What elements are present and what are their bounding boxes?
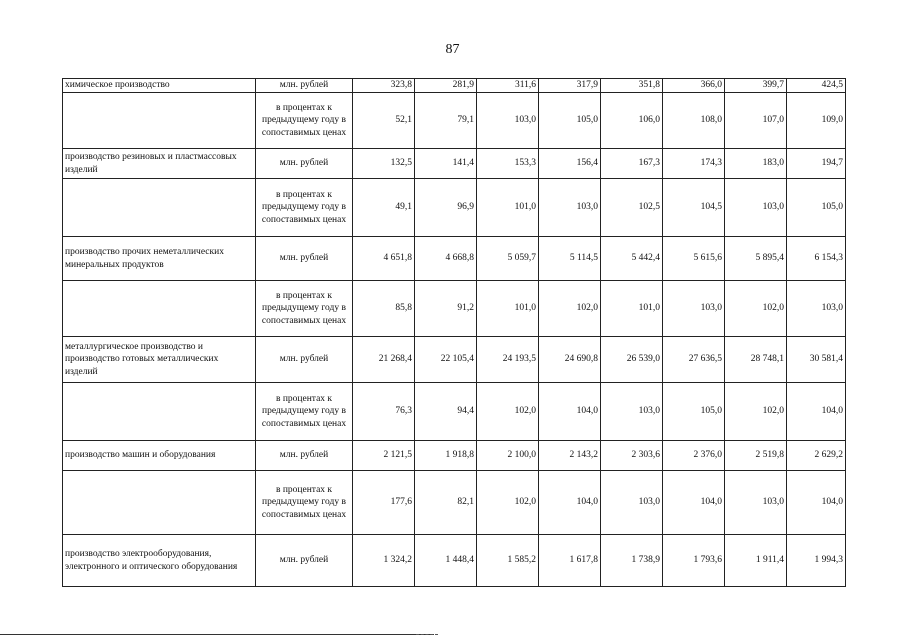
value-cell: 105,0 [663, 383, 725, 441]
value-cell: 1 994,3 [787, 535, 846, 587]
value-cell: 5 059,7 [477, 237, 539, 281]
footer-dash [416, 634, 438, 635]
value-cell: 153,3 [477, 149, 539, 179]
value-cell: 104,0 [663, 471, 725, 535]
row-indicator-name: химическое производство [63, 79, 256, 93]
value-cell: 156,4 [539, 149, 601, 179]
value-cell: 102,0 [725, 281, 787, 337]
value-cell: 101,0 [477, 281, 539, 337]
value-cell: 2 376,0 [663, 441, 725, 471]
value-cell: 52,1 [353, 93, 415, 149]
table-row [63, 79, 846, 93]
row-unit: в процентах к предыдущему году в сопоставимых ценах [256, 93, 353, 149]
value-cell: 1 585,2 [477, 535, 539, 587]
value-cell: 27 636,5 [663, 337, 725, 383]
value-cell: 104,0 [539, 471, 601, 535]
row-unit: млн. рублей [256, 237, 353, 281]
value-cell: 102,0 [477, 471, 539, 535]
row-unit: млн. рублей [256, 441, 353, 471]
value-cell: 91,2 [415, 281, 477, 337]
row-indicator-name: металлургическое производство и производство готовых металлических изделий [63, 337, 256, 383]
table-row [63, 471, 846, 535]
value-cell: 107,0 [725, 93, 787, 149]
value-cell: 2 100,0 [477, 441, 539, 471]
value-cell: 1 911,4 [725, 535, 787, 587]
value-cell: 102,5 [601, 179, 663, 237]
value-cell: 108,0 [663, 93, 725, 149]
value-cell: 1 793,6 [663, 535, 725, 587]
value-cell: 94,4 [415, 383, 477, 441]
value-cell: 104,0 [539, 383, 601, 441]
value-cell: 366,0 [663, 79, 725, 93]
value-cell: 103,0 [725, 179, 787, 237]
value-cell: 101,0 [477, 179, 539, 237]
value-cell: 24 193,5 [477, 337, 539, 383]
value-cell: 103,0 [663, 281, 725, 337]
value-cell: 22 105,4 [415, 337, 477, 383]
row-unit: в процентах к предыдущему году в сопоставимых ценах [256, 179, 353, 237]
value-cell: 49,1 [353, 179, 415, 237]
value-cell: 1 738,9 [601, 535, 663, 587]
value-cell: 1 918,8 [415, 441, 477, 471]
value-cell: 105,0 [539, 93, 601, 149]
value-cell: 399,7 [725, 79, 787, 93]
value-cell: 1 617,8 [539, 535, 601, 587]
value-cell: 281,9 [415, 79, 477, 93]
value-cell: 76,3 [353, 383, 415, 441]
value-cell: 317,9 [539, 79, 601, 93]
value-cell: 2 143,2 [539, 441, 601, 471]
table-row [63, 535, 846, 587]
table-row [63, 383, 846, 441]
row-indicator-name: производство прочих неметаллических минеральных продуктов [63, 237, 256, 281]
value-cell: 109,0 [787, 93, 846, 149]
value-cell: 174,3 [663, 149, 725, 179]
row-indicator-name: производство электрооборудования, электронного и оптического оборудования [63, 535, 256, 587]
value-cell: 103,0 [601, 383, 663, 441]
value-cell: 102,0 [725, 383, 787, 441]
value-cell: 102,0 [539, 281, 601, 337]
value-cell: 101,0 [601, 281, 663, 337]
row-indicator-name: производство резиновых и пластмассовых изделий [63, 149, 256, 179]
value-cell: 96,9 [415, 179, 477, 237]
row-unit: в процентах к предыдущему году в сопоставимых ценах [256, 471, 353, 535]
value-cell: 183,0 [725, 149, 787, 179]
table-row [63, 179, 846, 237]
row-indicator-name: производство машин и оборудования [63, 441, 256, 471]
value-cell: 102,0 [477, 383, 539, 441]
value-cell: 103,0 [601, 471, 663, 535]
value-cell: 132,5 [353, 149, 415, 179]
footer-rule [0, 634, 434, 635]
value-cell: 103,0 [477, 93, 539, 149]
value-cell: 4 668,8 [415, 237, 477, 281]
value-cell: 4 651,8 [353, 237, 415, 281]
row-indicator-name [63, 93, 256, 149]
table-row [63, 281, 846, 337]
row-unit: млн. рублей [256, 535, 353, 587]
row-unit: в процентах к предыдущему году в сопоставимых ценах [256, 281, 353, 337]
value-cell: 30 581,4 [787, 337, 846, 383]
page-number: 87 [445, 42, 460, 57]
row-unit: млн. рублей [256, 149, 353, 179]
value-cell: 177,6 [353, 471, 415, 535]
row-indicator-name [63, 471, 256, 535]
value-cell: 103,0 [539, 179, 601, 237]
value-cell: 5 114,5 [539, 237, 601, 281]
value-cell: 24 690,8 [539, 337, 601, 383]
value-cell: 323,8 [353, 79, 415, 93]
value-cell: 79,1 [415, 93, 477, 149]
value-cell: 1 448,4 [415, 535, 477, 587]
value-cell: 1 324,2 [353, 535, 415, 587]
value-cell: 104,5 [663, 179, 725, 237]
value-cell: 424,5 [787, 79, 846, 93]
value-cell: 311,6 [477, 79, 539, 93]
value-cell: 141,4 [415, 149, 477, 179]
table-row [63, 93, 846, 149]
value-cell: 85,8 [353, 281, 415, 337]
value-cell: 104,0 [787, 471, 846, 535]
value-cell: 26 539,0 [601, 337, 663, 383]
row-unit: в процентах к предыдущему году в сопоставимых ценах [256, 383, 353, 441]
row-indicator-name [63, 281, 256, 337]
value-cell: 2 519,8 [725, 441, 787, 471]
table-row [63, 237, 846, 281]
value-cell: 104,0 [787, 383, 846, 441]
statistics-table [62, 78, 846, 587]
table-row [63, 149, 846, 179]
row-unit: млн. рублей [256, 79, 353, 93]
value-cell: 2 121,5 [353, 441, 415, 471]
value-cell: 6 154,3 [787, 237, 846, 281]
value-cell: 105,0 [787, 179, 846, 237]
value-cell: 167,3 [601, 149, 663, 179]
value-cell: 5 442,4 [601, 237, 663, 281]
table-row [63, 337, 846, 383]
value-cell: 103,0 [787, 281, 846, 337]
row-unit: млн. рублей [256, 337, 353, 383]
value-cell: 351,8 [601, 79, 663, 93]
value-cell: 21 268,4 [353, 337, 415, 383]
value-cell: 2 303,6 [601, 441, 663, 471]
row-indicator-name [63, 383, 256, 441]
value-cell: 5 895,4 [725, 237, 787, 281]
value-cell: 103,0 [725, 471, 787, 535]
value-cell: 194,7 [787, 149, 846, 179]
row-indicator-name [63, 179, 256, 237]
table-row [63, 441, 846, 471]
value-cell: 5 615,6 [663, 237, 725, 281]
value-cell: 2 629,2 [787, 441, 846, 471]
value-cell: 106,0 [601, 93, 663, 149]
value-cell: 28 748,1 [725, 337, 787, 383]
value-cell: 82,1 [415, 471, 477, 535]
